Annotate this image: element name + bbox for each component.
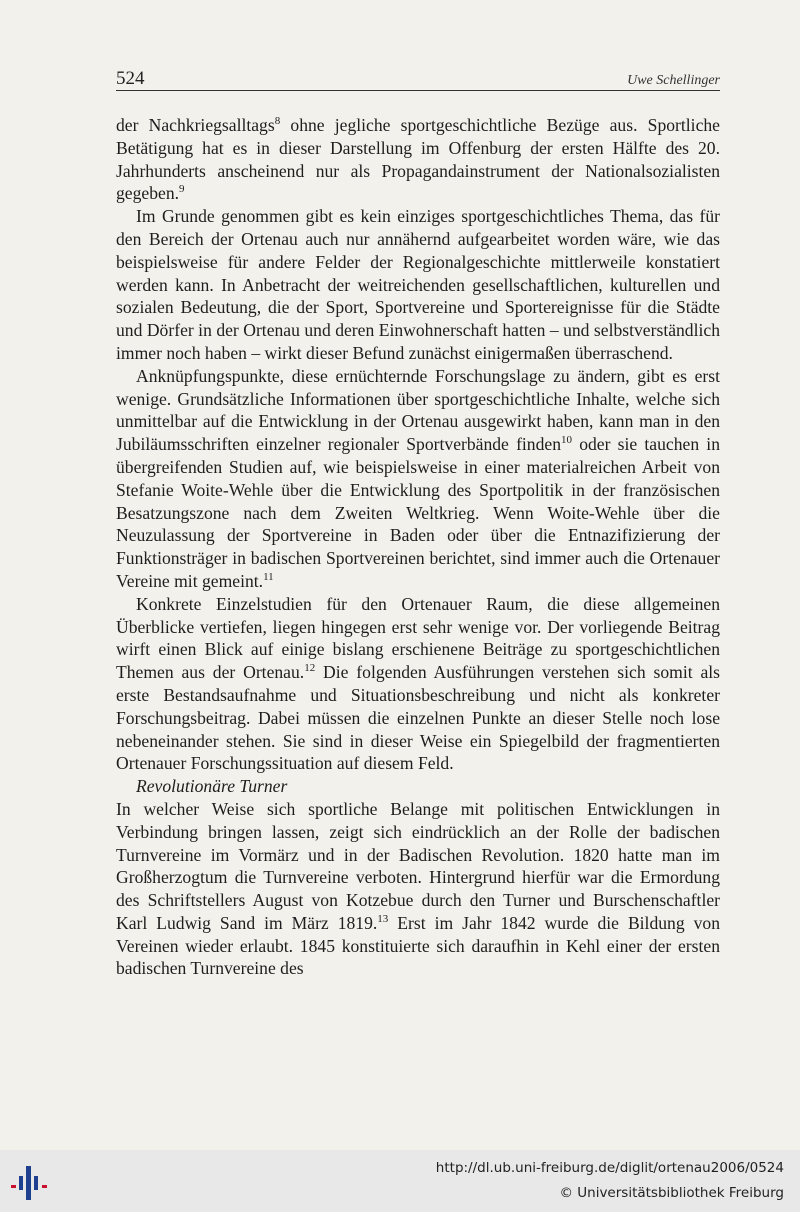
- running-head-author: Uwe Schellinger: [627, 73, 720, 88]
- section-heading: Revolutionäre Turner: [136, 776, 288, 797]
- footnote-ref-8[interactable]: 8: [274, 115, 281, 128]
- footnote-ref-13[interactable]: 13: [377, 913, 389, 926]
- permalink-link[interactable]: http://dl.ub.uni-freiburg.de/diglit/ortenau2006/0524: [435, 1160, 784, 1176]
- paragraph-2: Im Grunde genommen gibt es kein einziges sportgeschichtliches Thema, das für den Bereich der Ortenau auch nur annähernd aufgearbeitet worden wäre, wie das beispielsweise für andere Felder der Regionalgeschichte mittlerweile konstatiert werden kann. In Anbetracht der weitreichenden gesellschaftlichen, kulturellen und sozialen Bedeutung, die der Sport, Sportvereine und Sportereignisse für die Städte und Dörfer in der Ortenau und deren Einwohnerschaft hatten – und selbstverständlich immer noch haben – wirkt dieser Befund zunächst einigermaßen überraschend.: [116, 206, 720, 363]
- paragraph-1-text-a: der Nachkriegsalltags: [116, 115, 275, 135]
- ub-freiburg-logo-icon[interactable]: [10, 1164, 50, 1202]
- paragraph-4-text-a: Konkrete Einzelstudien für den Ortenauer Raum, die diese allgemeinen Überblicke vertiefen, liegen hingegen erst sehr wenige vor. Der vorliegende Beitrag wirft einen Blick auf einige bislang erschienene Beiträge zu sportgeschichtlichen Themen aus der Ortenau.: [116, 593, 720, 683]
- paragraph-1-text-b: ohne jegliche sportgeschichtliche Bezüge aus. Sportliche Betätigung hat es in dieser Darstellung im Offenburg der ersten Hälfte des 20. Jahrhunderts anscheinend nur als Propagandainstrument der Nationalsozialisten gegeben.: [116, 115, 720, 204]
- page-number: 524: [116, 68, 145, 89]
- paragraph-4-text-b: Die folgenden Ausführungen verstehen sich somit als erste Bestandsaufnahme und Situationsbeschreibung und nicht als konkreter Forschungsbeitrag. Dabei müssen die einzelnen Punkte an dieser Stelle noch lose nebeneinander stehen. Sie sind in dieser Weise ein Spiegelbild der fragmentierten Ortenauer Forschungssituation auf diesem Feld.: [116, 662, 720, 774]
- paragraph-3-text-a: Anknüpfungspunkte, diese ernüchternde Forschungslage zu ändern, gibt es erst wenige. Grundsätzliche Informationen über sportgeschichtliche Inhalte, welche sich unmittelbar auf die Entwicklung in der Ortenau ausgewirkt haben, kann man in den Jubiläumsschriften einzelner regionaler Sportverbände finden: [116, 365, 720, 455]
- paragraph-5-text-a: In welcher Weise sich sportliche Belange mit politischen Entwicklungen in Verbindung bringen lassen, zeigt sich eindrücklich an der Rolle der badischen Turnvereine im Vormärz und in der Badischen Revolution. 1820 hatte man im Großherzogtum die Turnvereine verboten. Hintergrund hierfür war die Ermordung des Schriftstellers August von Kotzebue durch den Turner und Burschenschaftler Karl Ludwig Sand im März 1819.: [116, 798, 720, 933]
- copyright-notice: © Universitätsbibliothek Freiburg: [559, 1185, 784, 1201]
- paragraph-1: [116, 114, 720, 205]
- footnote-ref-11[interactable]: 11: [263, 571, 274, 584]
- footnote-ref-12[interactable]: 12: [304, 662, 316, 675]
- page-header: [116, 66, 720, 91]
- paragraph-3: [116, 365, 720, 593]
- paragraph-3-text-b: oder sie tauchen in übergreifenden Studien auf, wie beispielsweise in einer materialreichen Arbeit von Stefanie Woite-Wehle über die Entwicklung des Sportpolitik in der französischen Besatzungszone nach dem Zweiten Weltkrieg. Wenn Woite-Wehle über die Neuzulassung der Sportvereine in Baden oder über die Entnazifizierung der Funktionsträger in badischen Sportvereinen berichtet, sind immer auch die Ortenauer Vereine mit gemeint.: [116, 434, 720, 591]
- footnote-ref-10[interactable]: 10: [561, 434, 573, 447]
- paragraph-5: [116, 798, 720, 980]
- viewer-footer: [0, 1150, 800, 1212]
- paragraph-5-text-b: Erst im Jahr 1842 wurde die Bildung von Vereinen wieder erlaubt. 1845 konstituierte sich daraufhin in Kehl einer der ersten badischen Turnvereine des: [116, 912, 720, 979]
- footnote-ref-9[interactable]: 9: [179, 183, 185, 196]
- body-text: [116, 114, 720, 980]
- paragraph-4: [116, 593, 720, 775]
